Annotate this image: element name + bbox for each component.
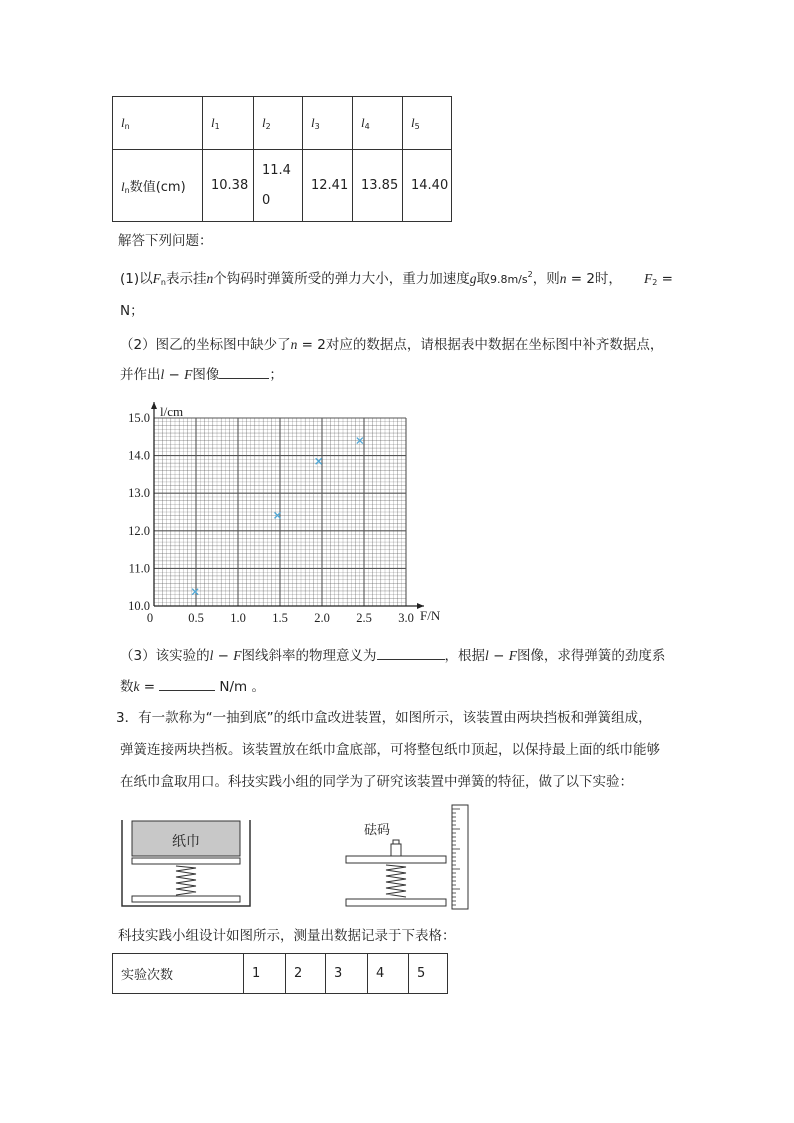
- question-3: （3）该实验的l − F图线斜率的物理意义为 ，根据l − F图像，求得弹簧的劲度系: [120, 645, 665, 666]
- table-header-cell: $l_1$: [203, 97, 254, 150]
- y-tick-label: 12.0: [128, 523, 150, 538]
- table-cell: 14.40: [403, 150, 452, 222]
- weight-label: 砝码: [364, 823, 391, 838]
- answer-blank[interactable]: [219, 364, 269, 379]
- length-table: [112, 96, 452, 222]
- tissue-label: 纸巾: [172, 834, 200, 850]
- table-header-cell: 2: [286, 954, 326, 994]
- table-header-cell: 3: [326, 954, 368, 994]
- y-axis-label: l/cm: [160, 404, 184, 419]
- question-2-line2: 并作出l − F图像 ；: [120, 364, 283, 385]
- table-header-cell: 1: [244, 954, 286, 994]
- y-tick-label: 14.0: [128, 448, 150, 463]
- x-tick-label: 3.0: [398, 611, 414, 625]
- l-f-chart: [110, 392, 440, 632]
- x-tick-label: 0.5: [188, 611, 204, 625]
- data-point: [192, 589, 198, 595]
- problem-3-intro: 科技实践小组设计如图所示，测量出数据记录于下表格：: [118, 928, 456, 944]
- table-cell: 13.85: [353, 150, 403, 222]
- x-tick-label: 2.5: [356, 611, 372, 625]
- table-header-cell: $l_2$: [254, 97, 303, 150]
- problem-3-line3: 在纸巾盒取用口。科技实践小组的同学为了研究该装置中弹簧的特征，做了以下实验：: [120, 774, 633, 790]
- x-tick-label: 1.0: [230, 611, 246, 625]
- y-axis-arrow: [151, 402, 157, 409]
- device-figures: [110, 800, 480, 918]
- question-1-unit: N；: [120, 303, 144, 319]
- y-tick-label: 10.0: [128, 599, 150, 613]
- x-axis-label: F/N: [420, 608, 440, 623]
- answer-blank[interactable]: [159, 676, 215, 691]
- experiment-table: [112, 953, 448, 994]
- table-cell: 11.4 0: [254, 150, 303, 222]
- table-row-label: $l_n$数值(cm): [113, 150, 203, 222]
- question-3-line2: 数k = N/m 。: [120, 676, 265, 697]
- table-cell: 12.41: [303, 150, 353, 222]
- table-row-label: 实验次数: [113, 954, 244, 994]
- answer-blank[interactable]: [377, 645, 445, 660]
- table-header-cell: 4: [368, 954, 409, 994]
- chart-points: [192, 438, 363, 595]
- table-header-cell: $l_n$: [113, 97, 203, 150]
- intro-text: 解答下列问题：: [118, 233, 213, 249]
- ruler: [452, 805, 468, 909]
- x-tick-label: 1.5: [272, 611, 288, 625]
- y-tick-label: 11.0: [128, 561, 150, 576]
- table-cell: 10.38: [203, 150, 254, 222]
- table-header-cell: $l_3$: [303, 97, 353, 150]
- y-tick-label: 13.0: [128, 486, 150, 501]
- question-2: （2）图乙的坐标图中缺少了n = 2对应的数据点，请根据表中数据在坐标图中补齐数据点，: [120, 337, 664, 353]
- x-tick-label: 0: [146, 611, 154, 625]
- question-1: (1)以$F_n$表示挂n个钩码时弹簧所受的弹力大小，重力加速度g取$9.8m/s^2$，则n = 2时， $F_2$ =: [120, 270, 673, 287]
- x-tick-label: 2.0: [314, 611, 330, 625]
- problem-3-line2: 弹簧连接两块挡板。该装置放在纸巾盒底部，可将整包纸巾顶起，以保持最上面的纸巾能够: [120, 742, 660, 758]
- table-header-cell: $l_5$: [403, 97, 452, 150]
- table-header-cell: 5: [409, 954, 448, 994]
- y-tick-label: 15.0: [128, 411, 150, 425]
- problem-3-line1: 3．有一款称为“一抽到底”的纸巾盒改进装置，如图所示，该装置由两块挡板和弹簧组成，: [116, 710, 652, 726]
- table-header-cell: $l_4$: [353, 97, 403, 150]
